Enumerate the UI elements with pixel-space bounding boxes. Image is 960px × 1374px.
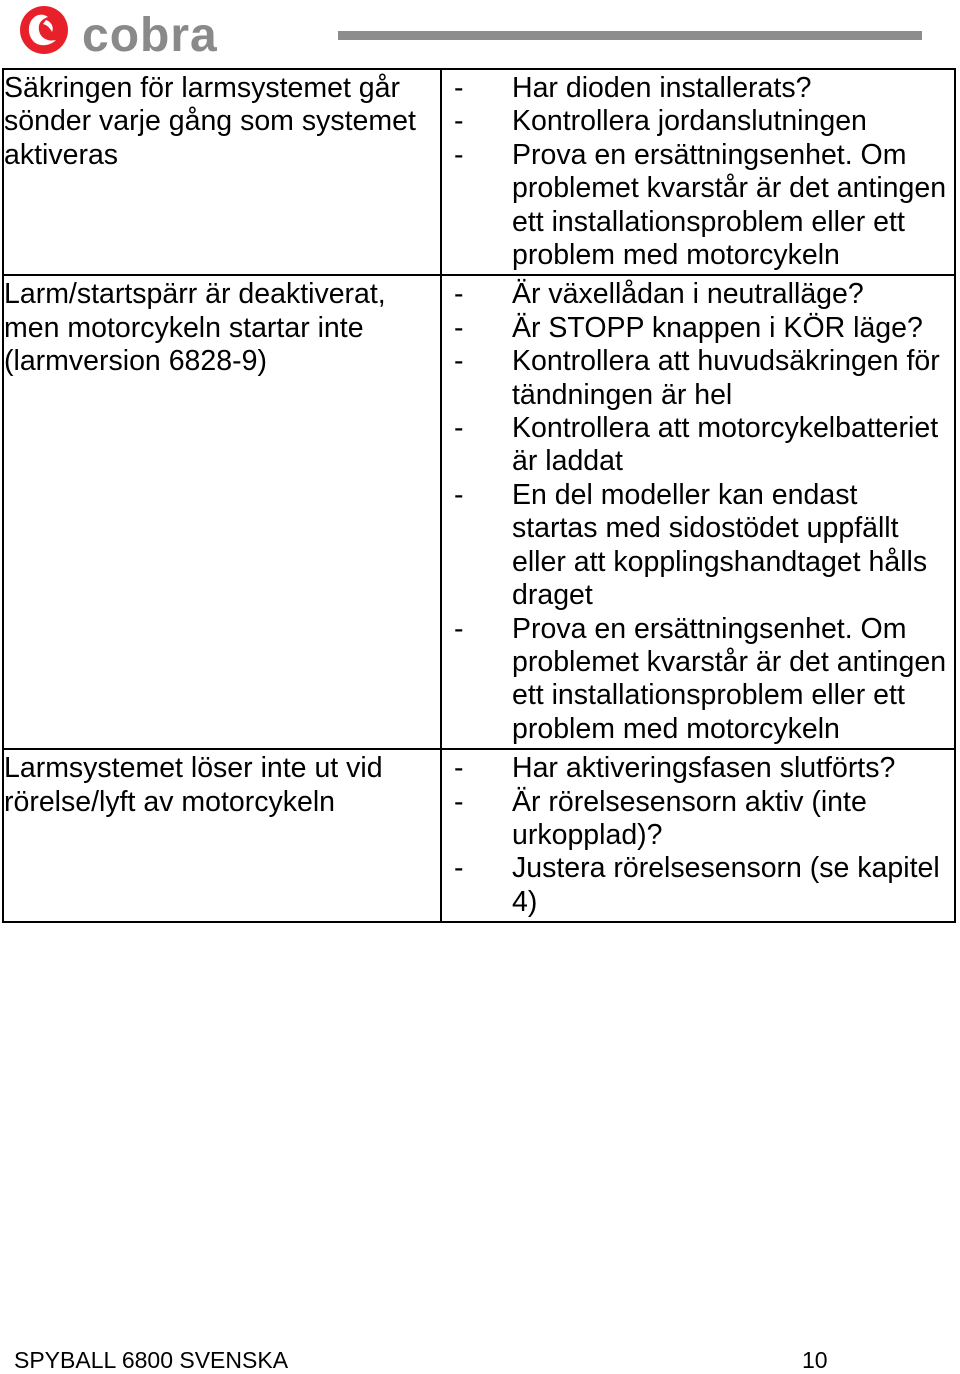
check-item <box>442 312 954 345</box>
check-text: En del modeller kan endast startas med sidostödet uppfällt eller att kopplingshandtaget hålls draget <box>512 478 928 612</box>
bullet-dash: - <box>454 105 464 138</box>
bullet-dash: - <box>454 278 464 311</box>
bullet-dash: - <box>454 138 464 171</box>
bullet-dash: - <box>454 72 464 104</box>
header-rule <box>338 31 922 40</box>
bullet-dash: - <box>454 412 464 445</box>
check-item <box>442 278 954 311</box>
check-item <box>442 786 954 853</box>
bullet-dash: - <box>454 345 464 378</box>
check-text: Har dioden installerats? <box>512 72 812 104</box>
check-text: Är rörelsesensorn aktiv (inte urkopplad)? <box>512 785 867 851</box>
bullet-dash: - <box>454 612 464 645</box>
bullet-dash: - <box>454 852 464 885</box>
bullet-dash: - <box>454 785 464 818</box>
check-item <box>442 613 954 747</box>
check-text: Är STOPP knappen i KÖR läge? <box>512 311 923 344</box>
check-item <box>442 139 954 273</box>
troubleshooting-table <box>2 68 956 923</box>
check-item <box>442 72 954 105</box>
table-row <box>3 275 955 749</box>
check-item <box>442 479 954 613</box>
checks-cell <box>441 749 955 922</box>
problem-cell: Larmsystemet löser inte ut vid rörelse/lyft av motorcykeln <box>3 749 441 922</box>
cobra-logo <box>10 4 262 56</box>
check-item <box>442 105 954 138</box>
problem-cell: Larm/startspärr är deaktiverat, men motorcykeln startar inte (larmversion 6828-9) <box>3 275 441 749</box>
check-item <box>442 852 954 919</box>
check-item <box>442 345 954 412</box>
check-text: Har aktiveringsfasen slutförts? <box>512 752 896 785</box>
problem-cell: Säkringen för larmsystemet går sönder varje gång som systemet aktiveras <box>3 69 441 275</box>
checks-cell <box>441 69 955 275</box>
bullet-dash: - <box>454 752 464 785</box>
footer-document-title: SPYBALL 6800 SVENSKA <box>14 1347 289 1373</box>
check-item <box>442 752 954 785</box>
check-text: Prova en ersättningsenhet. Om problemet kvarstår är det antingen ett installationsproblem eller ett problem med motorcykeln <box>512 612 947 745</box>
check-item <box>442 412 954 479</box>
table-row <box>3 749 955 922</box>
check-text: Kontrollera att huvudsäkringen för tändningen är hel <box>512 345 940 411</box>
bullet-dash: - <box>454 311 464 344</box>
bullet-dash: - <box>454 478 464 511</box>
checks-cell <box>441 275 955 749</box>
check-text: Kontrollera att motorcykelbatteriet är laddat <box>512 412 939 478</box>
footer-page-number: 10 <box>802 1347 828 1373</box>
check-text: Justera rörelsesensorn (se kapitel 4) <box>512 852 940 918</box>
logo-text: cobra <box>82 9 218 56</box>
check-text: Prova en ersättningsenhet. Om problemet kvarstår är det antingen ett installationsproblem eller ett problem med motorcykeln <box>512 138 947 272</box>
page-header <box>0 0 960 62</box>
table-row <box>3 69 955 275</box>
check-text: Kontrollera jordanslutningen <box>512 105 867 138</box>
logo-red-circle <box>20 6 68 54</box>
check-text: Är växellådan i neutralläge? <box>512 278 864 311</box>
